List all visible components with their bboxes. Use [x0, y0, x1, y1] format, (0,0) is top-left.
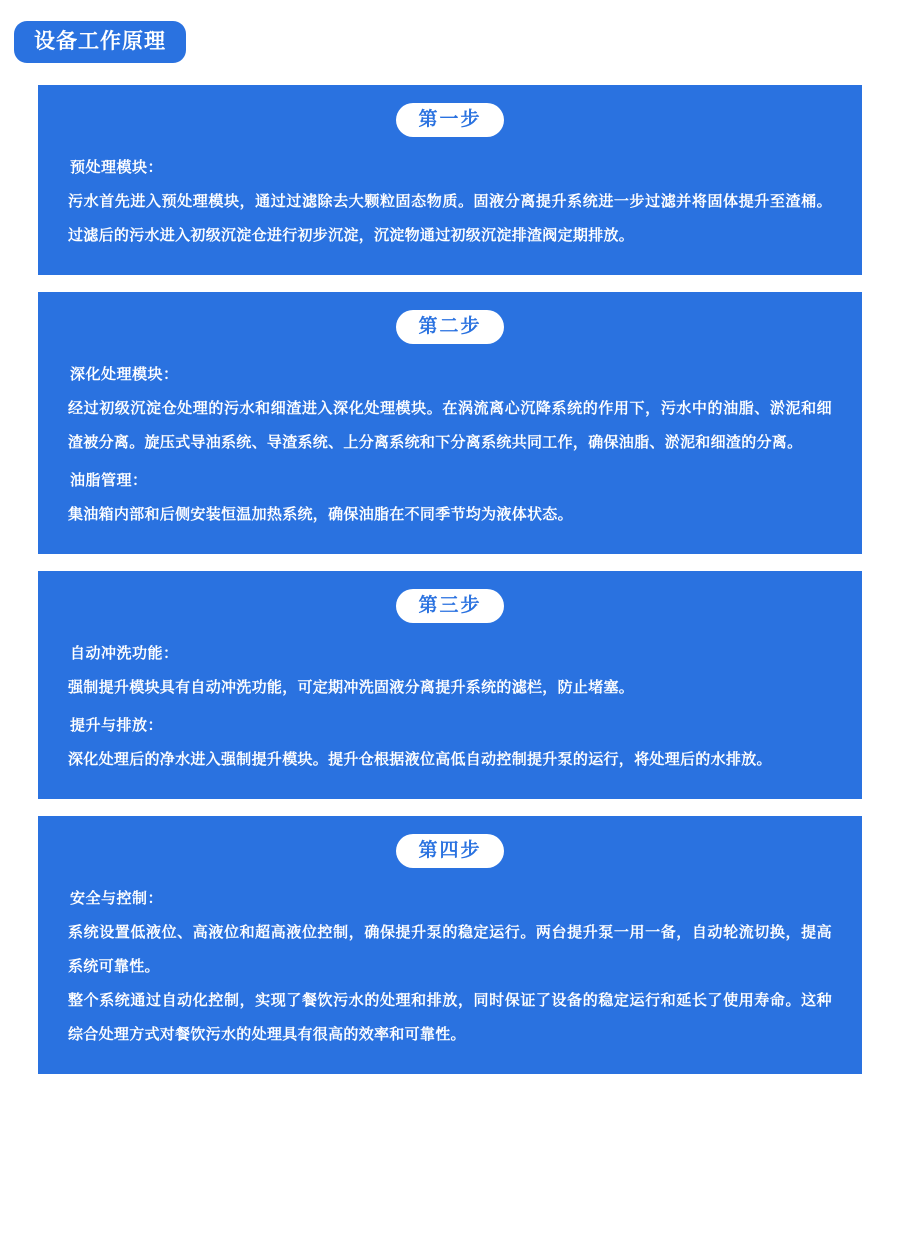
block-heading: 油脂管理： — [70, 472, 148, 489]
block-paragraph: 污水首先进入预处理模块，通过过滤除去大颗粒固态物质。固液分离提升系统进一步过滤并将固体提升至渣桶。过滤后的污水进入初级沉淀仓进行初步沉淀，沉淀物通过初级沉淀排渣阀定期排放。 — [68, 193, 832, 244]
step-badge-row — [68, 103, 832, 137]
step-badge-row — [68, 589, 832, 623]
step-card-1 — [38, 85, 862, 275]
step-badge: 第三步 — [396, 589, 503, 623]
block-heading: 深化处理模块： — [70, 366, 179, 383]
step-badge-row — [68, 310, 832, 344]
block-paragraph: 经过初级沉淀仓处理的污水和细渣进入深化处理模块。在涡流离心沉降系统的作用下，污水中的油脂、淤泥和细渣被分离。旋压式导油系统、导渣系统、上分离系统和下分离系统共同工作，确保油脂、淤泥和细渣的分离。 — [68, 400, 832, 451]
content-block — [68, 358, 832, 460]
page-title: 设备工作原理 — [14, 21, 186, 63]
content-block — [68, 464, 832, 532]
content-block — [68, 637, 832, 705]
content-block — [68, 151, 832, 253]
block-paragraph: 系统设置低液位、高液位和超高液位控制，确保提升泵的稳定运行。两台提升泵一用一备，自动轮流切换，提高系统可靠性。 — [68, 924, 832, 975]
content-block — [68, 882, 832, 1052]
content-block — [68, 709, 832, 777]
block-heading: 自动冲洗功能： — [70, 645, 179, 662]
step-card-3 — [38, 571, 862, 799]
block-paragraph: 集油箱内部和后侧安装恒温加热系统，确保油脂在不同季节均为液体状态。 — [68, 506, 573, 523]
block-heading: 提升与排放： — [70, 717, 164, 734]
step-card-2 — [38, 292, 862, 554]
block-paragraph: 整个系统通过自动化控制，实现了餐饮污水的处理和排放，同时保证了设备的稳定运行和延长了使用寿命。这种综合处理方式对餐饮污水的处理具有很高的效率和可靠性。 — [68, 992, 832, 1043]
bottom-spacer — [0, 1074, 900, 1110]
step-card-4 — [38, 816, 862, 1074]
block-heading: 安全与控制： — [70, 890, 164, 907]
block-paragraph: 深化处理后的净水进入强制提升模块。提升仓根据液位高低自动控制提升泵的运行，将处理后的水排放。 — [68, 751, 772, 768]
step-badge: 第二步 — [396, 310, 503, 344]
block-heading: 预处理模块： — [70, 159, 164, 176]
step-badge: 第一步 — [396, 103, 503, 137]
step-badge: 第四步 — [396, 834, 503, 868]
block-paragraph: 强制提升模块具有自动冲洗功能，可定期冲洗固液分离提升系统的滤栏，防止堵塞。 — [68, 679, 635, 696]
step-badge-row — [68, 834, 832, 868]
